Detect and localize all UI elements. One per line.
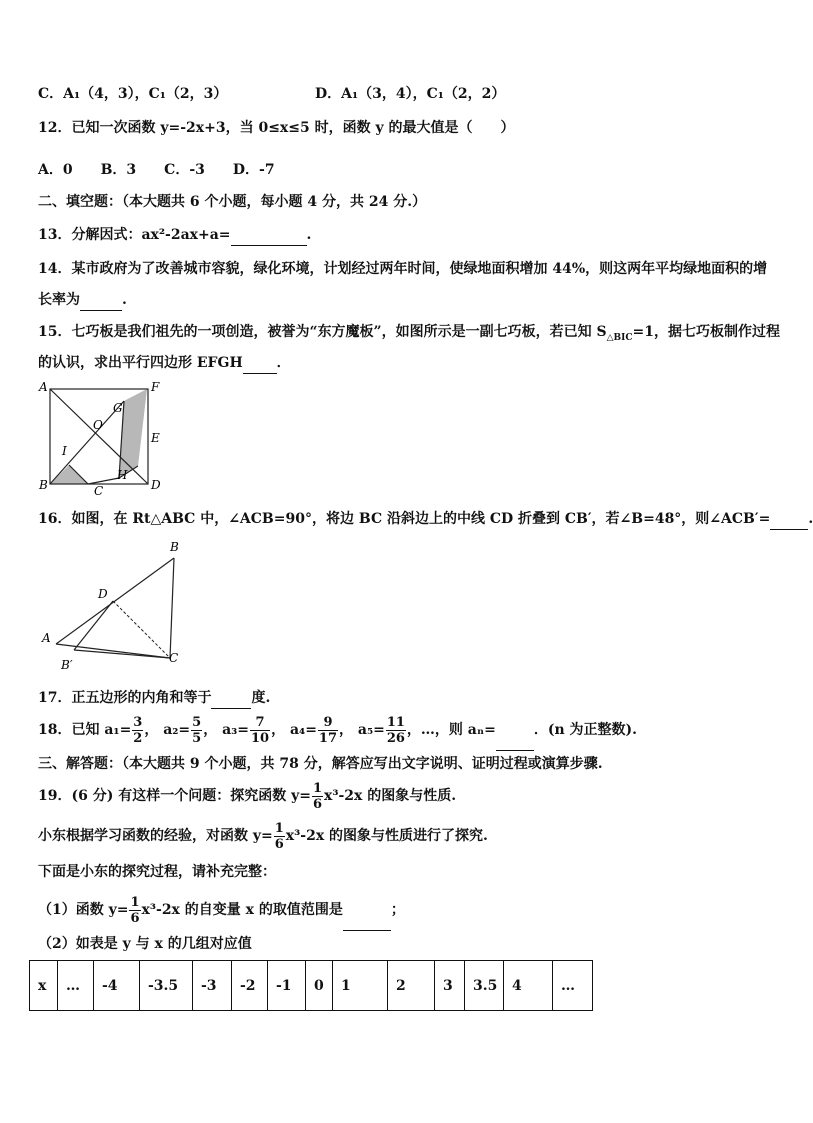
term-name: a₁= [104,722,132,738]
table-cell: -4 [94,961,140,1011]
table-cell: -3 [193,961,232,1011]
question-18: 18．已知 a₁= $\frac{3}{2}$ ， a₂= $\frac{5}{5}$ ， a₃= $\frac{7}{10}$ ， a₄= $\frac{9}{17}$ ， a₅= $\frac{11}{26}$ ，…，则 aₙ= ．(n 为正整数). [38,710,637,751]
question-16-end: . [808,511,813,527]
section-2-heading: 二、填空题：（本大题共 6 个小题，每小题 4 分，共 24 分.） [38,194,427,210]
table-cell: 3 [435,961,465,1011]
sequence-term-1 [104,714,144,746]
numerator: 3 [133,714,143,730]
question-14-line2 [38,290,127,311]
question-19-line2 [38,816,488,856]
table-row [30,961,593,1011]
fraction [250,715,270,746]
answer-blank [80,290,122,311]
question-19-part2: （2）如表是 y 与 x 的几组对应值 [38,936,252,952]
shaded-triangle [50,465,88,484]
question-15-line1 [38,322,780,348]
question-14-post: . [122,292,127,308]
part1-post: x³-2x 的自变量 x 的取值范围是 [141,902,343,918]
numerator: 11 [386,714,405,730]
question-15-line2 [38,353,291,374]
table-cell: 2 [388,961,435,1011]
question-12-options: A．0 B．3 C．-3 D．-7 [38,162,275,178]
question-13-text: 13．分解因式：ax²-2ax+a= [38,227,231,243]
term-name: a₂= [163,722,191,738]
question-18-pre: 18．已知 [38,722,100,738]
table-cell: 0 [306,961,333,1011]
sequence-term-3 [222,714,271,746]
table-cell: 4 [504,961,553,1011]
denominator: 17 [318,730,338,746]
table-cell: 3.5 [465,961,504,1011]
answer-blank [343,890,391,931]
question-19-post: x³-2x 的图象与性质. [324,788,457,804]
sequence-term-5 [357,714,407,746]
segment-db-prime [74,601,113,650]
fraction [132,715,143,746]
question-13 [38,225,311,246]
part1-pre: （1）函数 y= [38,902,129,918]
denominator: 5 [192,730,202,746]
section-3-heading: 三、解答题：（本大题共 9 个小题，共 78 分，解答应写出文字说明、证明过程或演算步骤. [38,756,603,772]
denominator: 10 [251,730,270,746]
question-18-mid: ，…，则 aₙ= [406,722,496,738]
question-19-part1 [38,890,405,931]
denominator: 6 [274,836,284,852]
numerator: 9 [318,715,338,731]
numerator: 1 [312,780,323,796]
table-cell: … [553,961,593,1011]
table-cell: -2 [232,961,268,1011]
question-15-line2-post: ． [276,355,291,371]
term-name: a₄= [289,722,317,738]
triangle-subscript: △BIC [606,332,633,343]
label-d: D [98,587,108,601]
triangle-figure [34,538,194,674]
answer-blank [243,353,277,374]
question-17-pre: 17．正五边形的内角和等于 [38,690,212,706]
label-o: O [93,418,103,432]
term-name: a₅= [357,722,385,738]
option-d: D．A₁（3，4），C₁（2，2） [315,86,506,102]
label-a: A [39,380,48,394]
label-e: E [151,431,160,445]
table-cell: 1 [333,961,388,1011]
median-cd [113,601,170,658]
table-cell: … [58,961,94,1011]
question-14-line1: 14．某市政府为了改善城市容貌，绿化环境，计划经过两年时间，使绿地面积增加 44%，则这两年平均绿地面积的增 [38,261,768,277]
question-15-line2-pre: 的认识，求出平行四边形 EFGH [38,355,243,371]
question-12-stem: 12．已知一次函数 y=-2x+3，当 0≤x≤5 时，函数 y 的最大值是（ ） [38,120,515,136]
question-19-line2-pre: 小东根据学习函数的经验，对函数 y= [38,828,273,844]
sequence-term-2 [163,714,203,746]
question-16-text: 16．如图，在 Rt△ABC 中，∠ACB=90°，将边 BC 沿斜边上的中线 CD 折叠到 CB′，若∠B=48°，则∠ACB′= [38,511,771,527]
fraction [386,715,406,746]
question-14-pre: 长率为 [38,292,80,308]
xy-value-table [29,960,593,1011]
label-c: C [169,651,179,665]
tangram-figure [34,378,166,496]
numerator: 1 [274,820,284,836]
fraction-one-sixth [129,895,140,926]
denominator: 26 [386,730,405,746]
answer-blank [211,688,251,709]
answer-blank [496,710,534,751]
question-18-post: ．(n 为正整数). [533,722,638,738]
side-ab [56,558,174,644]
question-15-post: =1，据七巧板制作过程 [632,324,780,340]
question-17-post: 度. [251,690,271,706]
denominator: 6 [130,910,140,926]
label-b: B [39,478,48,492]
fraction-one-sixth [312,781,323,812]
table-cell: -1 [268,961,306,1011]
numerator: 7 [250,715,270,731]
label-h: H [117,468,128,482]
table-cell: x [30,961,58,1011]
fraction [318,715,338,746]
side-bc [170,558,174,658]
question-16 [38,509,813,530]
label-f: F [151,380,160,394]
answer-blank [231,225,307,246]
fraction [191,715,202,746]
term-name: a₃= [222,722,250,738]
label-d: D [151,478,161,492]
sequence-term-4 [289,714,339,746]
question-13-end: . [306,227,312,243]
question-19-pre: 19．(6 分) 有这样一个问题：探究函数 y= [38,788,311,804]
label-a: A [42,631,51,645]
question-15-pre: 15．七巧板是我们祖先的一项创造，被誉为“东方魔板”，如图所示是一副七巧板，若已知 S [38,324,607,340]
side-ac [56,644,170,658]
label-c: C [94,484,104,498]
segment-b-prime-c [74,650,170,658]
numerator: 1 [130,894,140,910]
label-b: B [170,540,179,554]
part1-end: ； [390,902,405,918]
fraction-one-sixth [274,821,285,852]
label-b-prime: B′ [61,658,73,672]
denominator: 2 [133,730,143,746]
segment-ch [88,478,119,484]
denominator: 6 [312,796,323,812]
table-cell: -3.5 [140,961,193,1011]
question-17 [38,688,270,709]
numerator: 5 [192,714,202,730]
answer-blank [770,509,808,530]
question-19-line3: 下面是小东的探究过程，请补充完整： [38,864,276,880]
label-g: G [113,401,123,415]
option-c: C．A₁（4，3），C₁（2，3） [38,86,228,102]
question-19-line2-post: x³-2x 的图象与性质进行了探究. [285,828,488,844]
question-19-line1 [38,776,456,816]
label-i: I [62,444,67,458]
